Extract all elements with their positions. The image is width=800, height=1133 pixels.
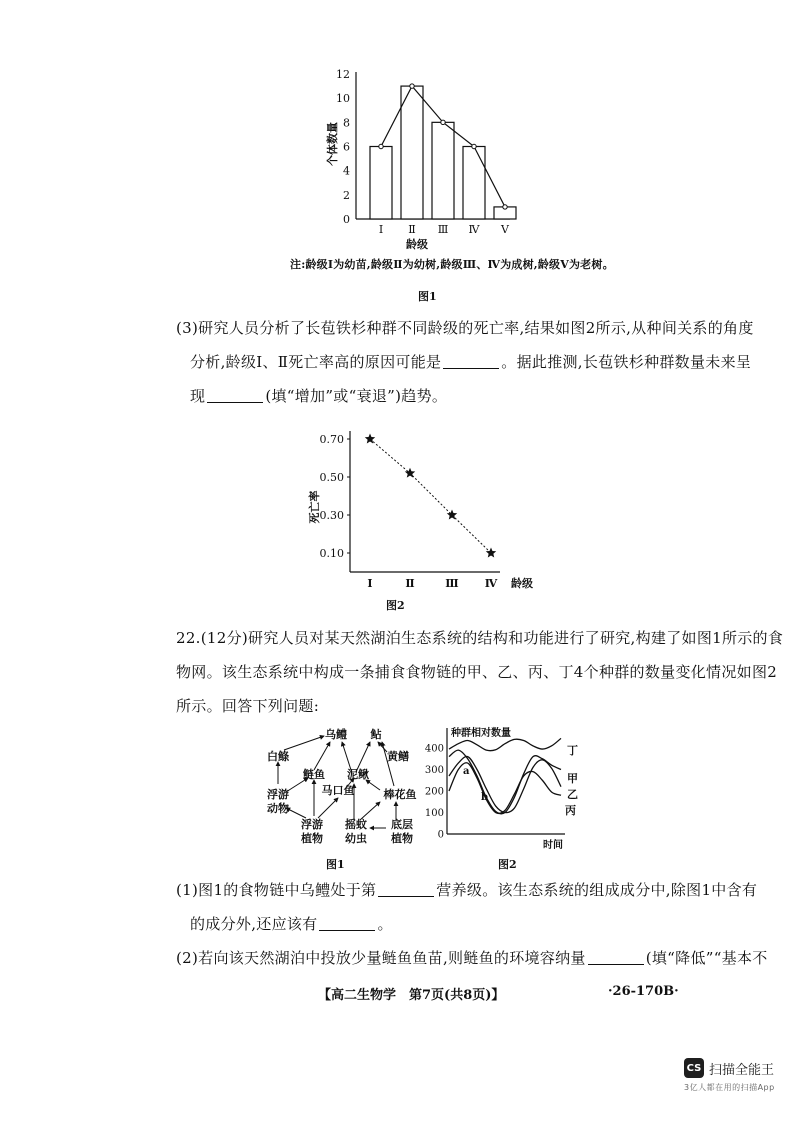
y-tick-label: 6 — [343, 140, 350, 154]
y-tick-label: 8 — [343, 116, 350, 130]
node-huangshan: 黄鳝 — [387, 750, 409, 763]
scanner-watermark — [684, 1058, 774, 1078]
y-tick-label: 0.10 — [319, 547, 344, 560]
q22-1-text-a: (1)图1的食物链中乌鳢处于第 — [176, 881, 377, 899]
mortality-chart-y-ticks — [320, 433, 351, 560]
y-tick-label: 0.30 — [319, 509, 344, 522]
node-nian: 鲇 — [370, 728, 382, 741]
q22-1-text-b: 营养级。该生态系统的组成成分中,除图1中含有 — [436, 881, 758, 899]
q3-line3 — [190, 386, 447, 406]
trend-point — [441, 120, 445, 124]
figure1-caption: 图1 — [418, 290, 437, 303]
x-tick-label: Ⅳ — [484, 577, 498, 590]
node-yaowen-1: 摇蚊 — [345, 818, 367, 831]
node-fuyou-dongwu-1: 浮游 — [267, 788, 289, 801]
x-tick-label: Ⅲ — [437, 223, 449, 236]
mortality-chart-line — [370, 439, 491, 553]
population-curve — [449, 756, 561, 812]
q22-line2: 物网。该生态系统中构成一条捕食食物链的甲、乙、丙、丁4个种群的数量变化情况如图2 — [176, 663, 778, 681]
population-curve — [449, 738, 561, 750]
age-chart-x-ticks — [379, 223, 510, 236]
node-fuyou-dongwu-2: 动物 — [267, 802, 289, 815]
y-tick-label: 0 — [437, 829, 444, 841]
x-tick-label: Ⅲ — [445, 577, 459, 590]
node-fuyou-zhiwu-1: 浮游 — [301, 818, 323, 831]
curve-label-bing: 丙 — [565, 804, 576, 817]
y-tick-label: 300 — [425, 765, 444, 776]
curve-label-jia: 甲 — [567, 772, 578, 785]
y-tick-label: 100 — [425, 808, 444, 819]
trend-point — [379, 144, 383, 148]
q22-1-text-d: 。 — [377, 915, 393, 933]
mortality-chart-axes — [350, 431, 500, 572]
x-tick-label: Ⅰ — [378, 223, 384, 236]
q22-1-answer-blank-1[interactable] — [378, 882, 434, 897]
q22-2-text-a: (2)若向该天然湖泊中投放少量鲢鱼鱼苗,则鲢鱼的环境容纳量 — [176, 949, 586, 967]
camscanner-logo-icon: CS — [684, 1058, 704, 1078]
mortality-polyline — [370, 439, 491, 553]
y-tick-label: 10 — [336, 92, 350, 106]
population-chart — [425, 726, 590, 856]
y-tick-label: 0.70 — [319, 433, 344, 446]
y-tick-label: 4 — [343, 164, 350, 178]
q22-2-text-b: (填“降低”“基本不 — [645, 949, 768, 967]
y-tick-label: 200 — [425, 786, 444, 798]
y-tick-label: 12 — [336, 68, 350, 81]
q22-line3: 所示。回答下列问题: — [176, 697, 320, 715]
food-web-nodes — [267, 727, 417, 845]
q3-answer-blank-2[interactable] — [207, 388, 263, 403]
q3-line2 — [190, 352, 751, 372]
node-diceng-1: 底层 — [391, 818, 413, 831]
figure2-caption: 图2 — [386, 599, 405, 612]
node-wuli: 乌鳢 — [325, 728, 347, 741]
node-fuyou-zhiwu-2: 植物 — [301, 832, 323, 845]
trend-point — [472, 144, 476, 148]
age-bar — [432, 122, 454, 219]
trend-point — [503, 205, 507, 209]
node-niqiu: 泥鳅 — [347, 768, 369, 781]
mortality-chart — [300, 425, 540, 595]
q22-2-answer-blank[interactable] — [588, 950, 644, 965]
q3-line3-text-b: (填“增加”或“衰退”)趋势。 — [265, 387, 448, 405]
x-tick-label: Ⅱ — [408, 223, 416, 236]
age-bar — [370, 147, 392, 220]
x-tick-label: Ⅳ — [468, 223, 480, 236]
curve-label-ding: 丁 — [567, 744, 578, 757]
y-tick-label: 2 — [343, 188, 350, 202]
foodweb-caption: 图1 — [326, 858, 345, 871]
node-yaowen-2: 幼虫 — [345, 832, 367, 845]
x-tick-label: Ⅱ — [405, 577, 415, 590]
population-chart-y-ticks — [425, 744, 444, 841]
age-chart-x-title: 龄级 — [406, 238, 428, 251]
trend-point — [410, 84, 414, 88]
population-chart-title: 种群相对数量 — [451, 728, 511, 739]
x-tick-label: Ⅴ — [501, 223, 509, 236]
mortality-chart-markers — [365, 434, 496, 558]
curve-label-yi: 乙 — [567, 788, 578, 801]
node-bangyu: 棒花鱼 — [383, 788, 417, 801]
mortality-chart-y-title: 死亡率 — [308, 490, 321, 524]
age-chart-y-title: 个体数量 — [326, 122, 339, 166]
q3-answer-blank-1[interactable] — [443, 354, 499, 369]
age-bar — [463, 147, 485, 220]
q3-line2-text-a: 分析,龄级Ⅰ、Ⅱ死亡率高的原因可能是 — [190, 353, 442, 371]
q22-1-answer-blank-2[interactable] — [319, 916, 375, 931]
point-label-b: b — [481, 792, 488, 803]
node-lianyu: 鲢鱼 — [303, 768, 325, 781]
q3-line2-text-b: 。据此推测,长苞铁杉种群数量未来呈 — [501, 353, 752, 371]
node-baitiao: 白鲦 — [267, 750, 289, 763]
popchart-caption: 图2 — [498, 858, 517, 871]
age-bar — [401, 86, 423, 219]
q22-line1: 22.(12分)研究人员对某天然湖泊生态系统的结构和功能进行了研究,构建了如图1所示的食 — [176, 629, 784, 647]
mortality-chart-x-title: 龄级 — [511, 577, 533, 590]
q22-1-line2 — [190, 914, 393, 934]
page-footer-title: 【高二生物学 第7页(共8页)】 — [318, 988, 505, 1003]
q3-line1: (3)研究人员分析了长苞铁杉种群不同龄级的死亡率,结果如图2所示,从种间关系的角度 — [176, 319, 754, 337]
node-diceng-2: 植物 — [391, 832, 413, 845]
food-web-arrows — [278, 736, 396, 828]
age-structure-chart — [320, 62, 520, 252]
x-tick-label: Ⅰ — [367, 577, 373, 590]
scanner-app-name: 扫描全能王 — [709, 1062, 775, 1078]
q22-1-text-c: 的成分外,还应该有 — [190, 915, 318, 933]
y-tick-label: 0 — [343, 213, 350, 226]
age-chart-bars — [370, 86, 516, 219]
q3-line3-text-a: 现 — [190, 387, 206, 405]
mortality-chart-x-ticks — [367, 577, 497, 590]
node-makouyu: 马口鱼 — [321, 784, 355, 797]
q22-1-line1 — [176, 880, 757, 900]
y-tick-label: 400 — [425, 743, 444, 755]
point-label-a: a — [463, 766, 470, 777]
figure-note: 注:龄级Ⅰ为幼苗,龄级Ⅱ为幼树,龄级Ⅲ、Ⅳ为成树,龄级Ⅴ为老树。 — [290, 258, 614, 271]
y-tick-label: 0.50 — [319, 471, 344, 484]
food-web-diagram — [256, 722, 426, 852]
population-chart-x-title: 时间 — [543, 840, 563, 851]
population-chart-axes — [447, 728, 565, 834]
page-footer-code: ·26-170B· — [608, 984, 679, 999]
scanner-slogan: 3亿人都在用的扫描App — [684, 1083, 775, 1092]
q22-2-line1 — [176, 948, 768, 968]
